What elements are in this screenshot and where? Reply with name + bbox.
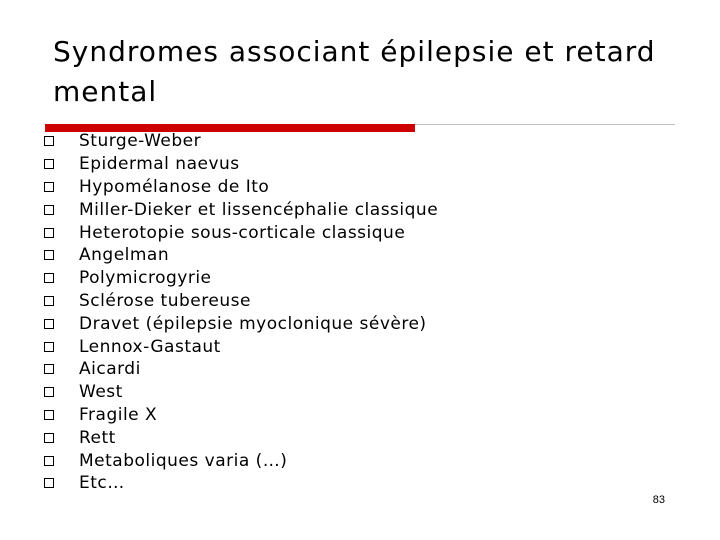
list-item-text: Aicardi — [79, 359, 141, 380]
list-item-text: Sturge-Weber — [79, 131, 202, 152]
list-item-text: West — [79, 382, 123, 403]
list-item-text: Metaboliques varia (…) — [79, 450, 288, 471]
page-number: 83 — [652, 494, 665, 506]
list-item-text: Hypomélanose de Ito — [79, 176, 270, 197]
list-item — [44, 404, 438, 427]
hollow-square-bullet-icon — [44, 182, 54, 192]
list-item — [44, 176, 438, 199]
list-item-text: Etc… — [79, 473, 125, 494]
list-item-text: Heterotopie sous-corticale classique — [79, 222, 406, 243]
list-item-text: Polymicrogyrie — [79, 268, 212, 289]
hollow-square-bullet-icon — [44, 456, 54, 466]
hollow-square-bullet-icon — [44, 433, 54, 443]
list-item-text: Miller-Dieker et lissencéphalie classique — [79, 199, 439, 220]
list-item — [44, 381, 438, 404]
list-item-text: Lennox-Gastaut — [79, 336, 221, 357]
hollow-square-bullet-icon — [44, 364, 54, 374]
list-item — [44, 426, 438, 449]
hollow-square-bullet-icon — [44, 410, 54, 420]
hollow-square-bullet-icon — [44, 228, 54, 238]
list-item-text: Angelman — [79, 245, 170, 266]
hollow-square-bullet-icon — [44, 250, 54, 260]
list-item — [44, 449, 438, 472]
hollow-square-bullet-icon — [44, 387, 54, 397]
list-item-text: Fragile X — [79, 404, 158, 425]
list-item — [44, 358, 438, 381]
hollow-square-bullet-icon — [44, 296, 54, 306]
list-item — [44, 267, 438, 290]
list-item — [44, 221, 438, 244]
list-item — [44, 335, 438, 358]
list-item — [44, 198, 438, 221]
list-item-text: Rett — [79, 427, 116, 448]
hollow-square-bullet-icon — [44, 319, 54, 329]
list-item — [44, 130, 438, 153]
list-item — [44, 244, 438, 267]
list-item-text: Dravet (épilepsie myoclonique sévère) — [79, 313, 427, 334]
list-item — [44, 153, 438, 176]
list-item-text: Epidermal naevus — [79, 154, 240, 175]
bullet-list — [44, 130, 438, 495]
hollow-square-bullet-icon — [44, 478, 54, 488]
list-item — [44, 290, 438, 313]
list-item-text: Sclérose tubereuse — [79, 290, 251, 311]
hollow-square-bullet-icon — [44, 342, 54, 352]
hollow-square-bullet-icon — [44, 205, 54, 215]
list-item — [44, 312, 438, 335]
hollow-square-bullet-icon — [44, 273, 54, 283]
list-item — [44, 472, 438, 495]
slide-title: Syndromes associant épilepsie et retard mental — [53, 35, 656, 108]
hollow-square-bullet-icon — [44, 136, 54, 146]
hollow-square-bullet-icon — [44, 159, 54, 169]
